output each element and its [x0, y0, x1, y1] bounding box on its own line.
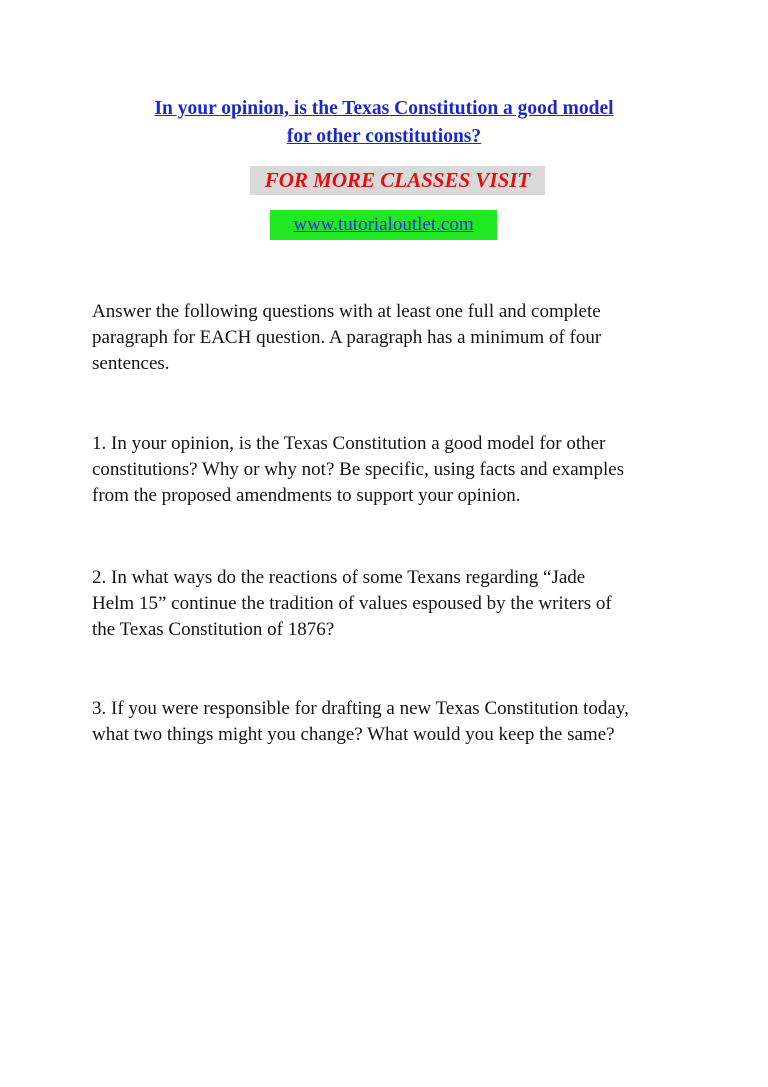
- q3-line-2: what two things might you change? What would you keep the same?: [92, 724, 615, 745]
- link-highlight: [270, 210, 497, 240]
- question-1: [92, 431, 692, 509]
- intro-line-2: paragraph for EACH question. A paragraph has a minimum of four: [92, 327, 602, 348]
- intro-line-1: Answer the following questions with at least one full and complete: [92, 301, 601, 322]
- q3-line-1: 3. If you were responsible for drafting a new Texas Constitution today,: [92, 698, 629, 719]
- page-title: [84, 95, 684, 151]
- question-3: [92, 696, 692, 748]
- title-line-2: for other constitutions?: [286, 126, 482, 147]
- q1-line-2: constitutions? Why or why not? Be specific, using facts and examples: [92, 459, 625, 480]
- q2-line-3: the Texas Constitution of 1876?: [92, 619, 335, 640]
- intro-line-3: sentences.: [92, 353, 170, 374]
- question-2: [92, 565, 692, 643]
- promo-banner: FOR MORE CLASSES VISIT: [250, 166, 545, 195]
- q1-line-1: 1. In your opinion, is the Texas Constitution a good model for other: [92, 433, 606, 454]
- tutorial-outlet-link[interactable]: www.tutorialoutlet.com: [293, 214, 474, 235]
- title-line-1: In your opinion, is the Texas Constitution a good model: [154, 98, 614, 119]
- q2-line-2: Helm 15” continue the tradition of values espoused by the writers of: [92, 593, 612, 614]
- q2-line-1: 2. In what ways do the reactions of some Texans regarding “Jade: [92, 567, 586, 588]
- q1-line-3: from the proposed amendments to support your opinion.: [92, 485, 521, 506]
- instructions-paragraph: [92, 299, 692, 377]
